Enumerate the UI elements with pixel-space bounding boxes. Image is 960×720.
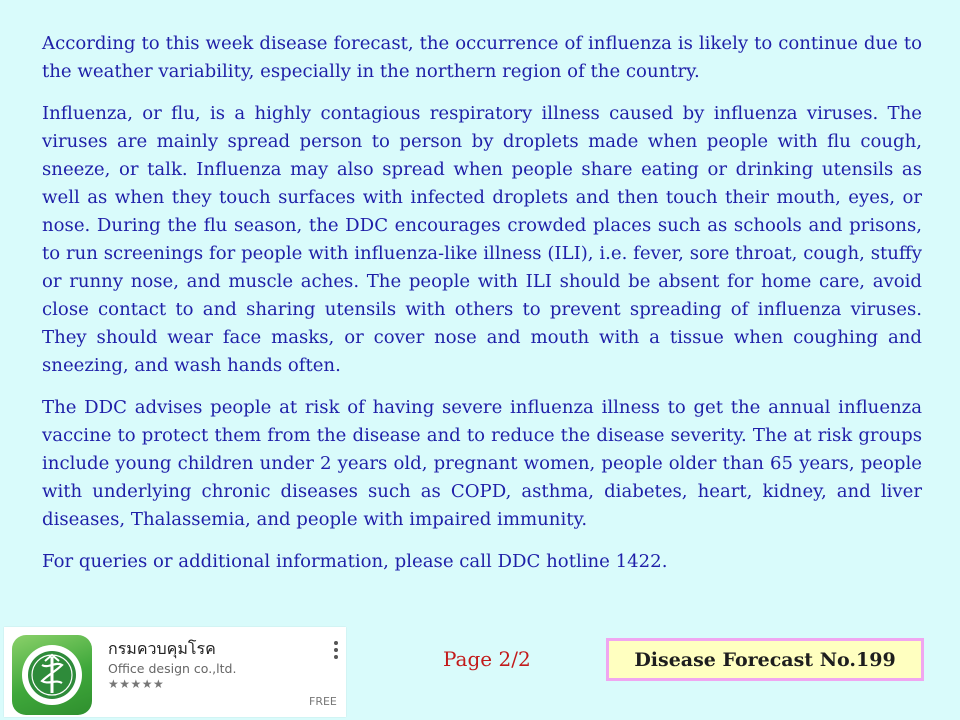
paragraph-intro: According to this week disease forecast, the occurrence of influenza is likely to continue due to the weather variability, especially in the northern region of the country. <box>42 33 922 82</box>
app-price: FREE <box>309 695 337 708</box>
more-options-icon[interactable] <box>334 641 338 661</box>
forecast-title-box <box>606 638 924 681</box>
paragraph-vaccine-advice: The DDC advises people at risk of having severe influenza illness to get the annual influenza vaccine to protect them from the disease and to reduce the disease severity. The at risk groups include young children under 2 years old, pregnant women, people older than 65 years, people with underlying chronic diseases such as COPD, asthma, diabetes, heart, kidney, and liver diseases, Thalassemia, and people with impaired immunity. <box>42 397 922 530</box>
app-developer: Office design co.,ltd. <box>108 661 237 676</box>
page-number: Page 2/2 <box>443 647 531 671</box>
paragraph-hotline: For queries or additional information, please call DDC hotline 1422. <box>42 551 668 572</box>
ddc-logo-icon <box>12 635 92 715</box>
app-name: กรมควบคุมโรค <box>108 639 216 658</box>
app-rating-stars: ★★★★★ <box>108 677 165 691</box>
forecast-title: Disease Forecast No.199 <box>634 648 896 671</box>
app-store-card[interactable] <box>4 627 346 717</box>
article-body <box>42 30 922 590</box>
paragraph-influenza-info: Influenza, or flu, is a highly contagious respiratory illness caused by influenza viruses. The viruses are mainly spread person to person by droplets made when people with flu cough, sneeze, or talk. Influenza may also spread when people share eating or drinking utensils as well as when they touch surfaces with infected droplets and then touch their mouth, eyes, or nose. During the flu season, the DDC encourages crowded places such as schools and prisons, to run screenings for people with influenza-like illness (ILI), i.e. fever, sore throat, cough, stuffy or runny nose, and muscle aches. The people with ILI should be absent for home care, avoid close contact to and sharing utensils with others to prevent spreading of influenza viruses. They should wear face masks, or cover nose and mouth with a tissue when coughing and sneezing, and wash hands often. <box>42 103 922 376</box>
